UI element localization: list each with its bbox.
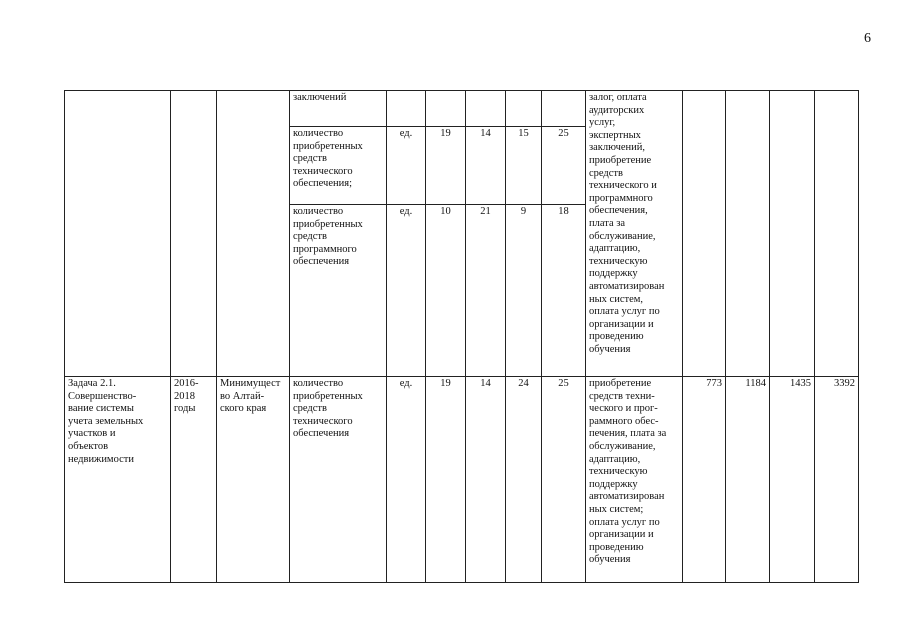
- task-cell: [65, 91, 171, 377]
- finance-cell: [770, 91, 815, 377]
- value-cell: 18: [542, 205, 586, 377]
- years-cell: [171, 91, 217, 377]
- value-cell: 21: [466, 205, 506, 377]
- executor-cell: Минимущест во Алтай- ского края: [217, 377, 290, 583]
- years-cell: 2016- 2018 годы: [171, 377, 217, 583]
- unit-cell: ед.: [387, 205, 426, 377]
- program-table: [64, 90, 859, 583]
- task-cell: Задача 2.1. Совершенство- вание системы учета земельных участков и объектов недвижимости: [65, 377, 171, 583]
- finance-cell: 3392: [815, 377, 859, 583]
- finance-cell: 773: [683, 377, 726, 583]
- finance-cell: [815, 91, 859, 377]
- value-cell: 10: [426, 205, 466, 377]
- unit-cell: [387, 91, 426, 127]
- finance-cell: 1435: [770, 377, 815, 583]
- value-cell: 24: [506, 377, 542, 583]
- measures-cell: приобретение средств техни- ческого и прог- раммного обес- печения, плата за обслуживание, адаптацию, техническую поддержку автоматизирован ных систем; оплата услуг по организации и проведению обучения: [586, 377, 683, 583]
- value-cell: 15: [506, 127, 542, 205]
- indicator-cell: количество приобретенных средств технического обеспечения;: [290, 127, 387, 205]
- table-row: [65, 91, 859, 127]
- value-cell: 14: [466, 377, 506, 583]
- value-cell: 25: [542, 377, 586, 583]
- unit-cell: ед.: [387, 377, 426, 583]
- finance-cell: [726, 91, 770, 377]
- value-cell: 9: [506, 205, 542, 377]
- unit-cell: ед.: [387, 127, 426, 205]
- value-cell: 19: [426, 127, 466, 205]
- value-cell: [466, 91, 506, 127]
- value-cell: 19: [426, 377, 466, 583]
- value-cell: [506, 91, 542, 127]
- finance-cell: 1184: [726, 377, 770, 583]
- finance-cell: [683, 91, 726, 377]
- value-cell: 25: [542, 127, 586, 205]
- value-cell: 14: [466, 127, 506, 205]
- indicator-cell: количество приобретенных средств программного обеспечения: [290, 205, 387, 377]
- value-cell: [426, 91, 466, 127]
- page-number: 6: [864, 31, 871, 46]
- indicator-cell: заключений: [290, 91, 387, 127]
- value-cell: [542, 91, 586, 127]
- executor-cell: [217, 91, 290, 377]
- table-row: [65, 377, 859, 583]
- indicator-cell: количество приобретенных средств технического обеспечения: [290, 377, 387, 583]
- measures-cell: залог, оплата аудиторских услуг, экспертных заключений, приобретение средств технического и программного обеспечения, плата за обслуживание, адаптацию, техническую поддержку автоматизирован ных систем, оплата услуг по организации и проведению обучения: [586, 91, 683, 377]
